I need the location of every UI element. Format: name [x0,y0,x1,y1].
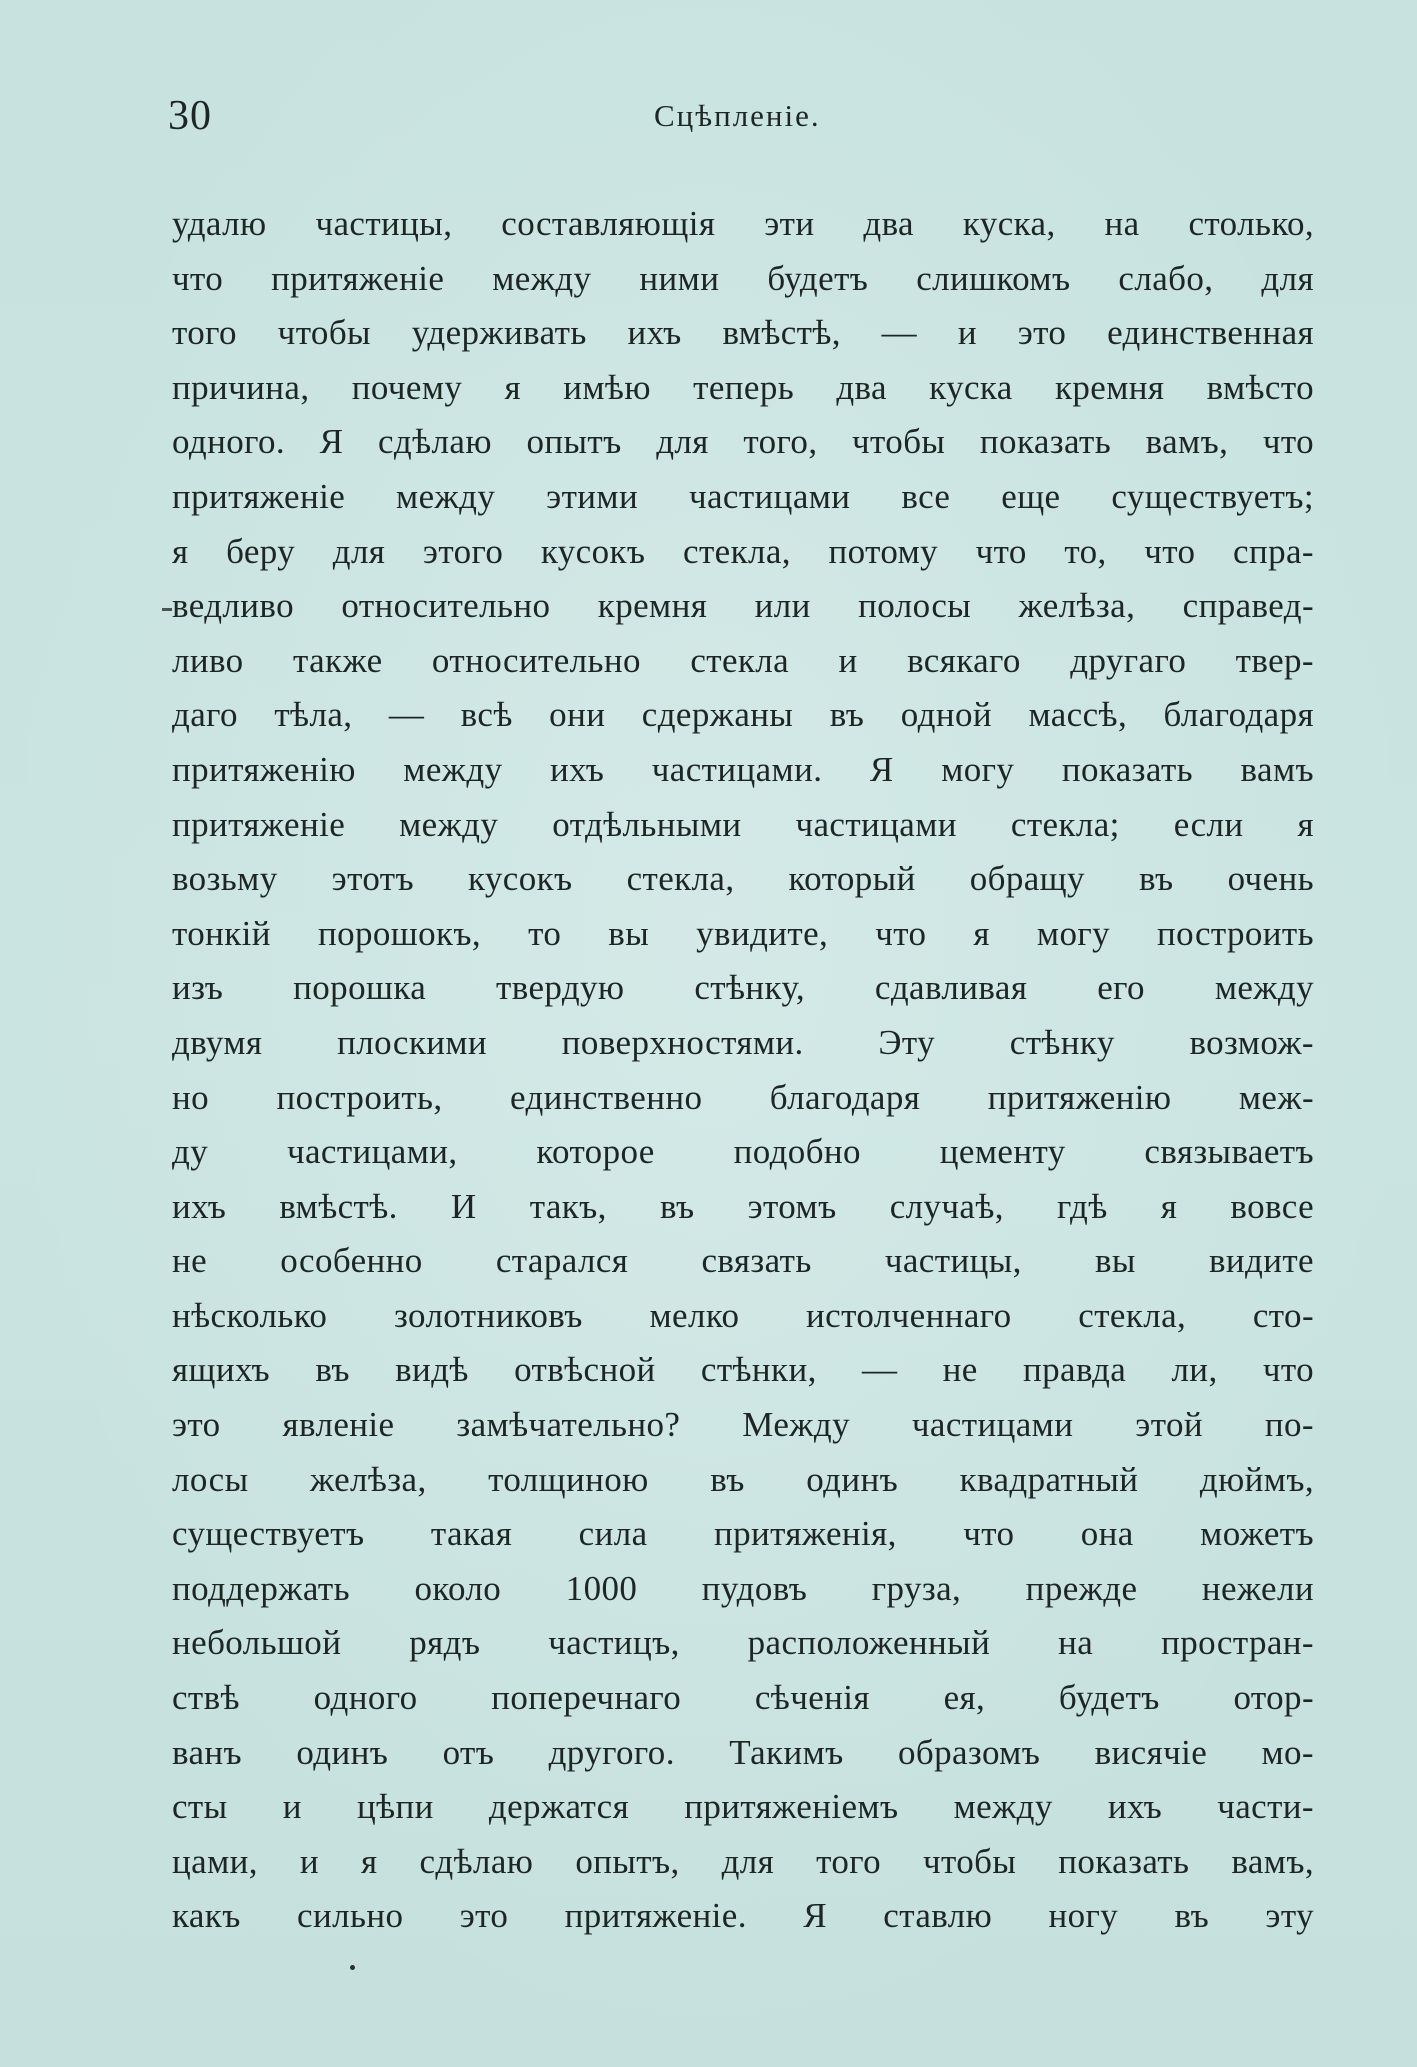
text-line: ливо также относительно стекла и всякаго другаго твер- [172,640,1314,680]
text-line: того чтобы удерживать ихъ вмѣстѣ, — и это единственная [172,313,1314,353]
text-line: изъ порошка твердую стѣнку, сдавливая его между [172,968,1314,1008]
margin-mark [162,608,172,611]
body-text [172,197,1314,1944]
text-line: возьму этотъ кусокъ стекла, который обращу въ очень [172,859,1314,899]
text-line: поддержать около 1000 пудовъ груза, прежде нежели [172,1568,1314,1608]
page-number: 30 [168,93,212,139]
text-line: притяженіе между этими частицами все еще существуетъ; [172,476,1314,516]
text-line: одного. Я сдѣлаю опытъ для того, чтобы показать вамъ, что [172,422,1314,462]
text-line: притяженію между ихъ частицами. Я могу показать вамъ [172,749,1314,789]
text-line: существуетъ такая сила притяженія, что она можетъ [172,1514,1314,1554]
text-line: это явленіе замѣчательно? Между частицами этой по- [172,1405,1314,1445]
text-line: я беру для этого кусокъ стекла, потому что то, что спра- [172,531,1314,571]
text-line: ихъ вмѣстѣ. И такъ, въ этомъ случаѣ, гдѣ я вовсе [172,1186,1314,1226]
text-line: но построить, единственно благодаря притяженію меж- [172,1077,1314,1117]
text-line: ванъ одинъ отъ другого. Такимъ образомъ висячіе мо- [172,1732,1314,1772]
running-head [168,92,1318,142]
text-line: ду частицами, которое подобно цементу связываетъ [172,1132,1314,1172]
text-line: что притяженіе между ними будетъ слишкомъ слабо, для [172,258,1314,298]
text-line: лосы желѣза, толщиною въ одинъ квадратный дюймъ, [172,1459,1314,1499]
text-line: какъ сильно это притяженіе. Я ставлю ногу въ эту [172,1896,1314,1936]
text-line: ствѣ одного поперечнаго сѣченія ея, будетъ отор- [172,1678,1314,1718]
text-line: двумя плоскими поверхностями. Эту стѣнку возмож- [172,1022,1314,1062]
text-line: сты и цѣпи держатся притяженіемъ между ихъ части- [172,1787,1314,1827]
text-line: небольшой рядъ частицъ, расположенный на простран- [172,1623,1314,1663]
text-line: притяженіе между отдѣльными частицами стекла; если я [172,804,1314,844]
text-line: ящихъ въ видѣ отвѣсной стѣнки, — не правда ли, что [172,1350,1314,1390]
text-line: тонкій порошокъ, то вы увидите, что я могу построить [172,913,1314,953]
text-line: нѣсколько золотниковъ мелко истолченнаго стекла, сто- [172,1295,1314,1335]
ink-speck [350,1965,355,1970]
text-line: ведливо относительно кремня или полосы желѣза, справед- [172,586,1314,626]
text-line: не особенно старался связать частицы, вы видите [172,1241,1314,1281]
text-line: причина, почему я имѣю теперь два куска кремня вмѣсто [172,367,1314,407]
running-title: Сцѣпленіе. [654,98,821,133]
text-line: даго тѣла, — всѣ они сдержаны въ одной массѣ, благодаря [172,695,1314,735]
text-line: удалю частицы, составляющія эти два куска, на столько, [172,204,1314,243]
text-line: цами, и я сдѣлаю опытъ, для того чтобы показать вамъ, [172,1841,1314,1881]
